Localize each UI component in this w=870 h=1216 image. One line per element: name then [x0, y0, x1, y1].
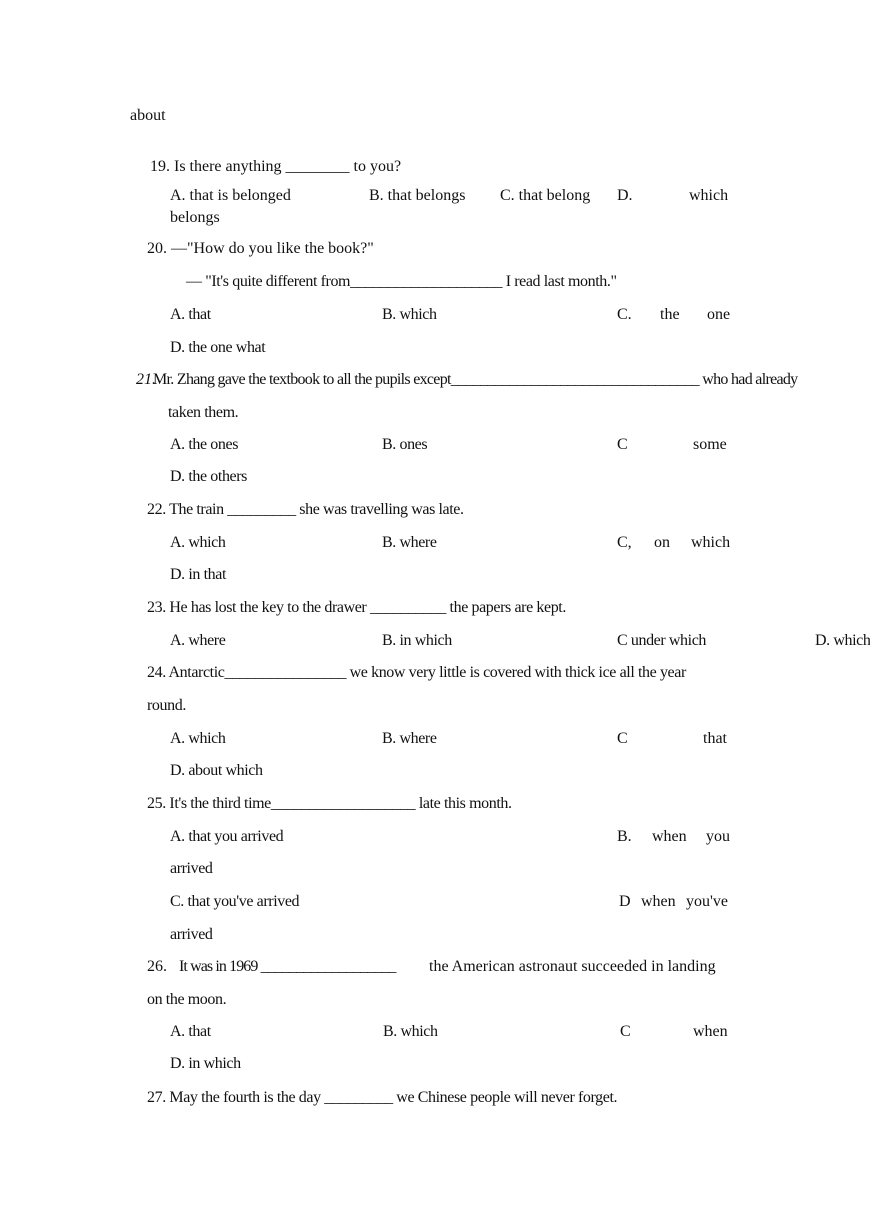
option-b: B. where: [382, 730, 437, 747]
option-a: A. which: [170, 534, 226, 551]
option-c: C. that belong: [500, 187, 591, 204]
question-stem: It was in 1969 ___________________: [179, 958, 396, 975]
question-stem-wrap: round.: [147, 697, 186, 714]
option-a: A. that is belonged: [170, 187, 291, 204]
option-c-label: C: [620, 1023, 631, 1040]
option-a: A. that: [170, 1023, 211, 1040]
option-c-word: which: [691, 534, 731, 551]
option-a: A. where: [170, 632, 226, 649]
question-stem: 22. The train _________ she was travelling was late.: [147, 501, 464, 518]
option-d: D. which: [815, 632, 870, 649]
option-a: A. the ones: [170, 436, 239, 453]
option-c-label: C,: [617, 534, 632, 551]
option-d-label: D.: [617, 187, 633, 204]
option-c-word: one: [707, 306, 731, 323]
question-stem-cont: the American astronaut succeeded in landing: [429, 958, 716, 975]
option-c-label: C: [617, 730, 628, 747]
question-stem: Mr. Zhang gave the textbook to all the pupils except__________________________________ who had already: [153, 371, 798, 388]
option-a: A. that: [170, 306, 211, 323]
option-a: A. that you arrived: [170, 828, 284, 845]
question-stem: 27. May the fourth is the day _________ we Chinese people will never forget.: [147, 1089, 618, 1106]
text-fragment-about: about: [130, 107, 166, 124]
option-d-word: you've: [686, 893, 728, 910]
option-c: C. that you've arrived: [170, 893, 300, 910]
question-stem: 24. Antarctic________________ we know very little is covered with thick ice all the year: [147, 664, 686, 681]
option-d-text: which: [689, 187, 729, 204]
option-c-word: that: [703, 730, 727, 747]
option-c-word: when: [693, 1023, 728, 1040]
option-c: C under which: [617, 632, 707, 649]
option-b: B. that belongs: [369, 187, 466, 204]
option-c-word: some: [693, 436, 727, 453]
option-b-wrap: arrived: [170, 860, 213, 877]
option-d: D. in which: [170, 1055, 241, 1072]
option-d-wrap: arrived: [170, 926, 213, 943]
option-b: B. which: [382, 306, 437, 323]
question-stem-wrap: on the moon.: [147, 991, 227, 1008]
option-b-word: you: [706, 828, 730, 845]
option-a: A. which: [170, 730, 226, 747]
option-b: B. in which: [382, 632, 452, 649]
question-stem: 20. —"How do you like the book?": [147, 240, 374, 257]
option-c-label: C.: [617, 306, 632, 323]
option-b: B. which: [383, 1023, 438, 1040]
option-d: D. in that: [170, 566, 226, 583]
option-d: D. the one what: [170, 339, 266, 356]
option-d-label: D: [619, 893, 631, 910]
option-d-word: when: [641, 893, 676, 910]
option-d: D. about which: [170, 762, 263, 779]
question-stem-wrap: taken them.: [168, 404, 239, 421]
question-stem: 19. Is there anything ________ to you?: [150, 158, 402, 175]
question-stem: 23. He has lost the key to the drawer __________ the papers are kept.: [147, 599, 566, 616]
option-c-word: on: [654, 534, 670, 551]
option-b-label: B.: [617, 828, 632, 845]
question-stem: 25. It's the third time___________________ late this month.: [147, 795, 512, 812]
question-number: 26.: [147, 958, 167, 975]
option-d-wrap: belongs: [170, 209, 220, 226]
option-d: D. the others: [170, 468, 248, 485]
option-b: B. where: [382, 534, 437, 551]
option-b: B. ones: [382, 436, 428, 453]
option-c-label: C: [617, 436, 628, 453]
question-stem-reply: — "It's quite different from____________________ I read last month.": [186, 273, 617, 290]
question-number: 21.: [136, 371, 156, 388]
option-c-word: the: [660, 306, 680, 323]
option-b-word: when: [652, 828, 687, 845]
